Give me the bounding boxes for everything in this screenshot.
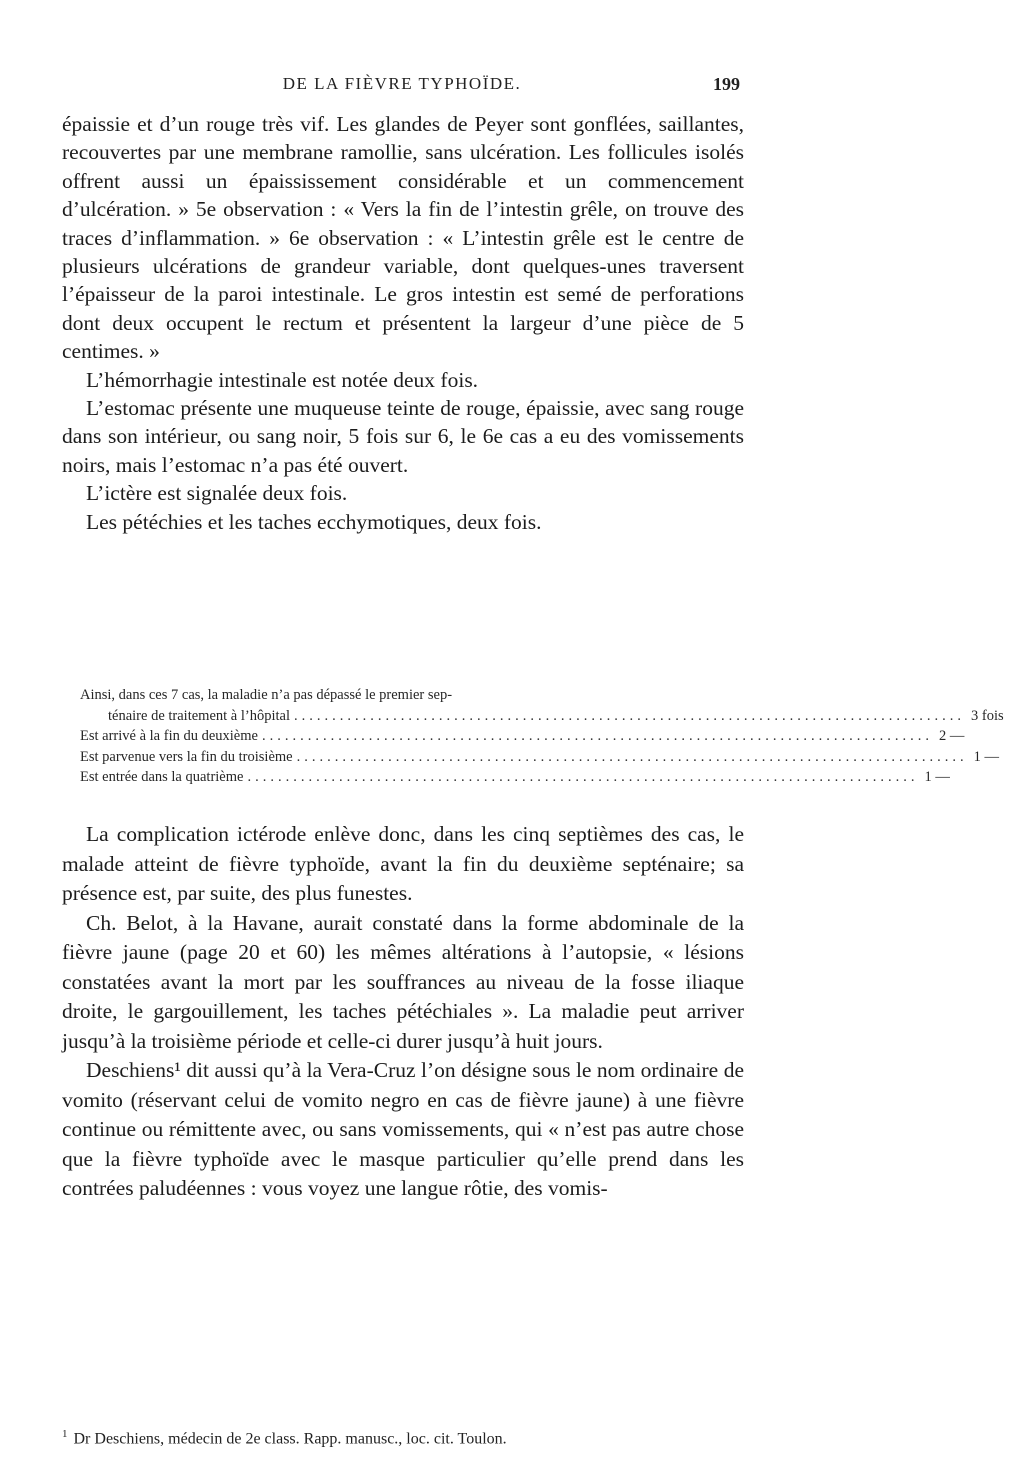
paragraph: Ch. Belot, à la Havane, aurait constaté dans la forme abdominale de la fièvre jaune (page 20 et 60) les mêmes altérations à l’autopsie, « lésions constatées avant la mort par les souffrances au niveau de la fosse iliaque droite, le gargouillement, les taches pétéchiales ». La maladie peut arriver jusqu’à la troisième période et celle-ci durer jusqu’à huit jours. — [62, 910, 744, 1053]
paragraph: L’ictère est signalée deux fois. — [86, 481, 348, 506]
paragraph: épaissie et d’un rouge très vif. Les glandes de Peyer sont gonflées, saillantes, recouvertes par une membrane ramollie, sans ulcération. Les follicules isolés offrent aussi un épaississement considérable et un commencement d’ulcération. » 5e observation : « Vers la fin de l’intestin grêle, on trouve des traces d’inflammation. » 6e observation : « L’intestin grêle est le centre de plusieurs ulcérations de grandeur variable, dont quelques-unes traversent l’épaisseur de la paroi intestinale. Le gros intestin est semé de perforations dont deux occupent le rectum et présentent la largeur d’une pièce de 5 centimes. » — [62, 112, 744, 364]
table-row-label: ténaire de traitement à l’hôpital — [108, 707, 290, 724]
footnote-text: Dr Deschiens, médecin de 2e class. Rapp. manusc., loc. cit. Toulon. — [73, 1430, 507, 1448]
table-row — [80, 726, 965, 747]
leader-dots: ........................................................................................ — [293, 707, 965, 724]
table-row-value: 2 — — [938, 728, 965, 744]
leader-dots: ........................................................................................ — [296, 748, 968, 765]
paragraph: L’estomac présente une muqueuse teinte de rouge, épaissie, avec sang rouge dans son intérieur, ou sang noir, 5 fois sur 6, le 6e cas a eu des vomissements noirs, mais l’estomac n’a pas été ouvert. — [62, 396, 744, 477]
table-row-label: Est parvenue vers la fin du troisième — [80, 748, 293, 765]
footnote — [62, 1424, 744, 1449]
leader-dots: ........................................................................................ — [261, 728, 933, 744]
body-text-bottom — [62, 820, 744, 1204]
table-row-value: 1 — — [973, 748, 999, 765]
paragraph: La complication ictérode enlève donc, dans les cinq septièmes des cas, le malade atteint de fièvre typhoïde, avant la fin du deuxième septénaire; sa présence est, par suite, des plus funestes. — [62, 822, 744, 905]
body-text-top — [62, 110, 744, 536]
page-number: 199 — [713, 74, 740, 94]
table-intro — [80, 685, 725, 706]
table-row-value: 3 fois — [970, 707, 1004, 724]
table-intro-text: Ainsi, dans ces 7 cas, la maladie n’a pas dépassé le premier sep- — [80, 687, 453, 703]
paragraph: Deschiens¹ dit aussi qu’à la Vera-Cruz l’on désigne sous le nom ordinaire de vomito (réservant celui de vomito negro en cas de fièvre jaune) à une fièvre continue ou rémittente avec, ou sans vomissements, qui « n’est pas autre chose que la fièvre typhoïde avec le masque particulier qu’elle prend dans les contrées paludéennes : vous voyez une langue rôtie, des vomis- — [62, 1058, 744, 1200]
paragraph: Les pétéchies et les taches ecchymotiques, deux fois. — [86, 509, 542, 534]
running-title: DE LA FIÈVRE TYPHOÏDE. — [282, 74, 522, 93]
table-row-value: 1 — — [924, 769, 950, 785]
table-row-label: Est arrivé à la fin du deuxième — [80, 728, 258, 744]
leader-dots: ........................................................................................ — [247, 769, 919, 785]
footnote-mark: 1 — [62, 1428, 68, 1440]
duration-table — [80, 685, 1004, 788]
table-row — [80, 767, 950, 788]
paragraph: L’hémorrhagie intestinale est notée deux fois. — [86, 367, 479, 392]
table-row — [80, 747, 999, 768]
table-row — [80, 706, 1004, 727]
page-header — [62, 74, 742, 104]
table-row-label: Est entrée dans la quatrième — [80, 769, 244, 785]
